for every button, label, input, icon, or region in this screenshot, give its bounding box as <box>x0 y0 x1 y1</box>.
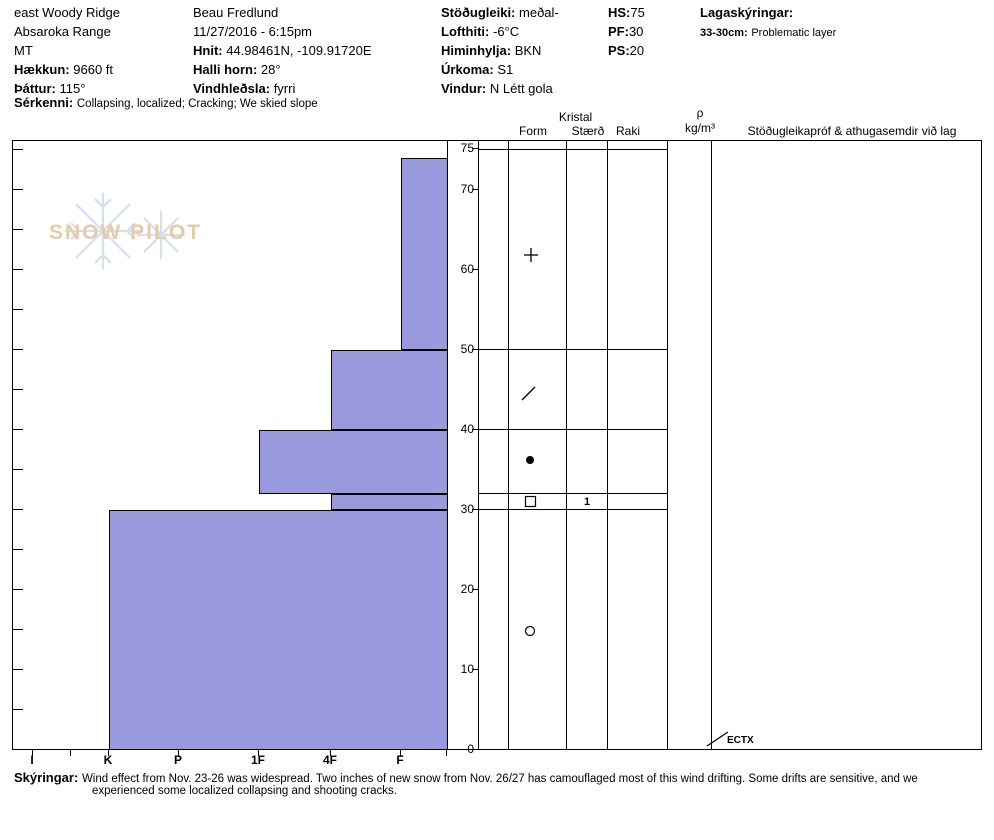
depth-tick-40: 40 <box>460 422 474 436</box>
layer-bar-30-0 <box>109 510 448 750</box>
notes-label: Skýringar: <box>14 770 79 785</box>
hardness-label-4f: 4F <box>322 753 338 767</box>
aspect-label: Þáttur: <box>14 81 56 96</box>
pf-label: PF: <box>608 24 629 39</box>
state-name: MT <box>14 43 33 58</box>
watermark-text: SNOW PILOT <box>49 221 202 244</box>
column-header-size: Stærð <box>571 124 605 138</box>
notes-line-2: experienced some localized collapsing and shooting cracks. <box>92 785 397 797</box>
layer-note-depth: 33-30cm: <box>700 27 748 39</box>
header-snowpack-column <box>608 3 645 60</box>
depth-tick-10: 10 <box>460 662 474 676</box>
column-header-density-units: kg/m³ <box>685 121 715 135</box>
header-observer-column <box>193 3 372 98</box>
column-divider-form <box>508 140 509 750</box>
snowpilot-watermark <box>43 189 218 274</box>
layer-notes-title: Lagaskýringar: <box>700 5 794 20</box>
column-header-wetness: Raki <box>615 124 640 138</box>
hs-value: 75 <box>630 5 645 20</box>
crystal-form-slash-icon <box>521 385 537 404</box>
coordinates-label: Hnit: <box>193 43 223 58</box>
characteristics-value: Collapsing, localized; Cracking; We skied slope <box>76 98 318 110</box>
observer-name: Beau Fredlund <box>193 5 279 20</box>
column-divider-stability <box>711 140 712 750</box>
pf-value: 30 <box>628 24 644 39</box>
depth-tick-60: 60 <box>460 262 474 276</box>
snow-profile-graph <box>12 140 448 750</box>
slope-angle-label: Halli horn: <box>193 62 258 77</box>
crystal-form-filled-dot-icon <box>523 453 537 470</box>
notes-footer <box>14 770 980 797</box>
range-name: Absaroka Range <box>14 24 111 39</box>
layer-note-text: Problematic layer <box>751 27 837 39</box>
depth-tick-75: 75 <box>460 141 474 155</box>
column-divider-size <box>566 140 567 750</box>
layer-bar-50-40 <box>331 350 448 430</box>
header-conditions-column <box>441 3 559 98</box>
stability-label: Stöðugleiki: <box>441 5 516 20</box>
column-divider-density <box>667 140 668 750</box>
column-divider-left <box>478 140 479 750</box>
hardness-axis <box>12 750 448 772</box>
coordinates-value: 44.98461N, -109.91720E <box>226 43 372 58</box>
sky-cover-value: BKN <box>514 43 542 58</box>
layer-boundary-40 <box>478 429 667 430</box>
snowflake-icon <box>43 189 218 274</box>
column-header-density-symbol: ρ <box>696 106 704 120</box>
hardness-label-k: K <box>103 753 113 767</box>
depth-axis <box>448 140 478 756</box>
wind-loading-value: fyrri <box>273 81 296 96</box>
precipitation-label: Úrkoma: <box>441 62 494 77</box>
ps-value: 20 <box>629 43 645 58</box>
crystal-section-title: Kristal <box>558 110 593 124</box>
layer-boundary-32 <box>478 493 667 494</box>
header-location-column <box>14 3 120 98</box>
layer-bar-40-32 <box>259 430 448 494</box>
air-temp-value: -6°C <box>493 24 520 39</box>
slope-angle-value: 28° <box>260 62 281 77</box>
site-name: east Woody Ridge <box>14 5 120 20</box>
observation-datetime: 11/27/2016 - 6:15pm <box>193 24 313 39</box>
hardness-label-p: P <box>173 753 183 767</box>
air-temp-label: Lofthiti: <box>441 24 490 39</box>
hs-label: HS: <box>608 5 631 20</box>
stability-value: meðal- <box>519 5 559 20</box>
notes-line-1: Wind effect from Nov. 23-26 was widespread. Two inches of new snow from Nov. 26/27 has camouflaged most of this wind drifting. Some drifts are sensitive, and we <box>81 773 918 785</box>
header-layer-notes-column <box>700 3 836 41</box>
elevation-label: Hækkun: <box>14 62 70 77</box>
column-divider-wetness <box>607 140 608 750</box>
ps-label: PS: <box>608 43 630 58</box>
crystal-form-square-icon <box>524 495 537 511</box>
wind-label: Vindur: <box>441 81 487 96</box>
hardness-label-i: I <box>30 753 34 767</box>
hardness-label-1f: 1F <box>250 753 266 767</box>
profile-header <box>0 0 994 112</box>
elevation-value: 9660 ft <box>73 62 114 77</box>
crystal-form-open-circle-icon <box>523 624 537 641</box>
wind-value: N Létt gola <box>489 81 553 96</box>
depth-tick-70: 70 <box>460 182 474 196</box>
column-header-form: Form <box>519 124 547 138</box>
layer-boundary-30 <box>478 509 667 510</box>
crystal-form-plus-icon <box>524 248 538 265</box>
precipitation-value: S1 <box>497 62 514 77</box>
depth-tick-20: 20 <box>460 582 474 596</box>
aspect-value: 115° <box>59 81 86 96</box>
ectx-annotation-label: ECTX <box>727 735 754 746</box>
sky-cover-label: Himinhylja: <box>441 43 512 58</box>
layer-bar-32-30 <box>331 494 448 510</box>
hardness-label-f: F <box>396 753 404 767</box>
wind-loading-label: Vindhleðsla: <box>193 81 271 96</box>
depth-tick-50: 50 <box>460 342 474 356</box>
depth-tick-0: 0 <box>467 742 474 756</box>
grain-size-value: 1 <box>584 496 591 508</box>
depth-tick-30: 30 <box>460 502 474 516</box>
characteristics-row <box>14 95 318 110</box>
characteristics-label: Sérkenni: <box>14 95 74 110</box>
layer-bar-75-50 <box>401 158 448 350</box>
layer-boundary-75 <box>478 149 667 150</box>
column-header-stability-tests: Stöðugleikapróf & athugasemdir við lag <box>747 124 957 138</box>
layer-boundary-50 <box>478 349 667 350</box>
